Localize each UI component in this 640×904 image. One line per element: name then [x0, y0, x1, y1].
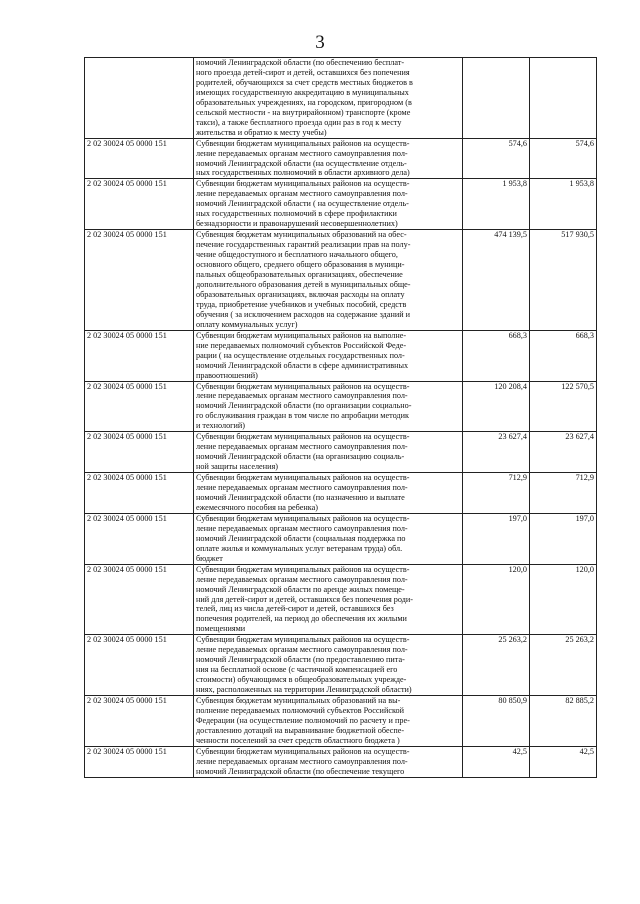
- description-line: Субвенции бюджетам муниципальных районов на осуществ-: [196, 564, 410, 574]
- description-line: номочий Ленинградской области (по назначению и выплате: [196, 492, 405, 502]
- table-row: [85, 432, 597, 473]
- description-line: ний для детей-сирот и детей, оставшихся без попечения роди-: [196, 594, 414, 604]
- amount-first-column: 120 208,4: [463, 381, 530, 432]
- budget-table-body: [85, 58, 597, 778]
- description-line: труда, приобретение учебников и учебных пособий, средств: [196, 299, 407, 309]
- budget-classification-code: 2 02 30024 05 0000 151: [85, 635, 194, 696]
- amount-second-column: 517 930,5: [530, 230, 597, 331]
- description-line: попечения родителей, на период до обеспечения их жилыми: [196, 614, 407, 624]
- amount-second-column: 197,0: [530, 513, 597, 564]
- amount-second-column: 42,5: [530, 746, 597, 777]
- budget-classification-code: 2 02 30024 05 0000 151: [85, 513, 194, 564]
- description-line: ных государственных полномочий в области архивного дела): [196, 168, 410, 178]
- revenue-description: [194, 58, 463, 139]
- page-number: 3: [315, 32, 325, 53]
- description-line: ния на бесплатной основе (с частичной компенсацией его: [196, 665, 398, 675]
- description-line: сельской местности - на внутрирайонном) транспорте (кроме: [196, 107, 411, 117]
- amount-first-column: 474 139,5: [463, 230, 530, 331]
- description-line: ление передаваемых органам местного самоуправления пол-: [196, 574, 408, 584]
- description-line: правоотношений): [196, 370, 258, 380]
- description-line: печение государственных гарантий реализации прав на полу-: [196, 240, 411, 250]
- description-line: номочий Ленинградской области ( на осуществление отдель-: [196, 199, 409, 209]
- amount-first-column: 1 953,8: [463, 179, 530, 230]
- amount-first-column: 25 263,2: [463, 635, 530, 696]
- description-line: бюджет: [196, 553, 223, 563]
- description-line: основного общего, среднего общего образования в муници-: [196, 260, 405, 270]
- description-line: ление передаваемых органам местного самоуправления пол-: [196, 756, 408, 766]
- amount-second-column: 574,6: [530, 138, 597, 179]
- description-line: ление передаваемых органам местного самоуправления пол-: [196, 189, 408, 199]
- revenue-description: [194, 746, 463, 777]
- amount-first-column: 574,6: [463, 138, 530, 179]
- table-row: [85, 381, 597, 432]
- amount-second-column: 668,3: [530, 330, 597, 381]
- description-line: имеющих государственную аккредитацию в муниципальных: [196, 87, 409, 97]
- description-line: номочий Ленинградской области (на организацию социаль-: [196, 452, 405, 462]
- description-line: Субвенции бюджетам муниципальных районов на осуществ-: [196, 138, 410, 148]
- budget-classification-code: 2 02 30024 05 0000 151: [85, 432, 194, 473]
- table-row: [85, 473, 597, 514]
- amount-first-column: 120,0: [463, 564, 530, 635]
- table-row: [85, 330, 597, 381]
- budget-classification-code: [85, 58, 194, 139]
- budget-table: [84, 57, 597, 778]
- revenue-description: [194, 432, 463, 473]
- amount-second-column: [530, 58, 597, 139]
- table-row: [85, 513, 597, 564]
- description-line: ных государственных полномочий в сфере профилактики: [196, 209, 397, 219]
- description-line: номочий Ленинградской области (по предоставлению пита-: [196, 655, 405, 665]
- revenue-description: [194, 330, 463, 381]
- revenue-description: [194, 635, 463, 696]
- budget-classification-code: 2 02 30024 05 0000 151: [85, 473, 194, 514]
- description-line: доставлению дотаций на выравнивание бюджетной обеспе-: [196, 725, 405, 735]
- description-line: ление передаваемых органам местного самоуправления пол-: [196, 148, 408, 158]
- description-line: помещениями: [196, 624, 246, 634]
- description-line: дополнительного образования детей в муниципальных обще-: [196, 279, 411, 289]
- description-line: ежемесячного пособия на ребенка): [196, 502, 318, 512]
- description-line: образовательных организациях, включая расходы на оплату: [196, 289, 405, 299]
- amount-first-column: 712,9: [463, 473, 530, 514]
- description-line: Субвенции бюджетам муниципальных районов на осуществ-: [196, 635, 410, 645]
- description-line: номочий Ленинградской области (по организации социально-: [196, 401, 412, 411]
- description-line: номочий Ленинградской области (на осуществление отдель-: [196, 158, 407, 168]
- amount-second-column: 82 885,2: [530, 696, 597, 747]
- description-line: Субвенции бюджетам муниципальных районов на осуществ-: [196, 381, 410, 391]
- description-line: рации ( на осуществление отдельных государственных пол-: [196, 350, 405, 360]
- budget-classification-code: 2 02 30024 05 0000 151: [85, 696, 194, 747]
- budget-classification-code: 2 02 30024 05 0000 151: [85, 330, 194, 381]
- revenue-description: [194, 230, 463, 331]
- description-line: Субвенции бюджетам муниципальных районов на осуществ-: [196, 513, 410, 523]
- budget-classification-code: 2 02 30024 05 0000 151: [85, 138, 194, 179]
- description-line: ние передаваемых полномочий субъектов Российской Феде-: [196, 340, 407, 350]
- revenue-description: [194, 473, 463, 514]
- description-line: Федерации (на осуществление полномочий по расчету и пре-: [196, 715, 410, 725]
- table-row: [85, 635, 597, 696]
- description-line: номочий Ленинградской области (по обеспечению бесплат-: [196, 58, 405, 67]
- table-row: [85, 138, 597, 179]
- description-line: телей, лиц из числа детей-сирот и детей, оставшихся без: [196, 604, 394, 614]
- revenue-description: [194, 138, 463, 179]
- revenue-description: [194, 696, 463, 747]
- budget-classification-code: 2 02 30024 05 0000 151: [85, 564, 194, 635]
- description-line: Субвенции бюджетам муниципальных районов на осуществ-: [196, 179, 410, 189]
- budget-classification-code: 2 02 30024 05 0000 151: [85, 746, 194, 777]
- description-line: номочий Ленинградской области (по обеспечение текущего: [196, 766, 405, 776]
- description-line: ление передаваемых органам местного самоуправления пол-: [196, 483, 408, 493]
- description-line: Субвенции бюджетам муниципальных районов на осуществ-: [196, 473, 410, 483]
- table-row: [85, 230, 597, 331]
- amount-second-column: 122 570,5: [530, 381, 597, 432]
- amount-second-column: 25 263,2: [530, 635, 597, 696]
- description-line: ной защиты населения): [196, 462, 278, 472]
- description-line: ченности поселений за счет средств областного бюджета ): [196, 735, 400, 745]
- amount-second-column: 120,0: [530, 564, 597, 635]
- amount-first-column: 80 850,9: [463, 696, 530, 747]
- description-line: номочий Ленинградской области в сфере административных: [196, 360, 409, 370]
- description-line: го обслуживания граждан в том числе по апробации методик: [196, 411, 409, 421]
- amount-first-column: 42,5: [463, 746, 530, 777]
- description-line: номочий Ленинградской области (социальная поддержка по: [196, 533, 406, 543]
- amount-first-column: 197,0: [463, 513, 530, 564]
- description-line: Субвенция бюджетам муниципальных образований на обес-: [196, 230, 407, 240]
- description-line: Субвенции бюджетам муниципальных районов на осуществ-: [196, 746, 410, 756]
- amount-second-column: 1 953,8: [530, 179, 597, 230]
- budget-classification-code: 2 02 30024 05 0000 151: [85, 381, 194, 432]
- description-line: ного проезда детей-сирот и детей, оставшихся без попечения: [196, 67, 410, 77]
- amount-first-column: [463, 58, 530, 139]
- description-line: номочий Ленинградской области по аренде жилых помеще-: [196, 584, 405, 594]
- description-line: стоимости) обучающимся в общеобразовательных учрежде-: [196, 675, 407, 685]
- description-line: Субвенция бюджетам муниципальных образований на вы-: [196, 696, 401, 706]
- amount-first-column: 23 627,4: [463, 432, 530, 473]
- revenue-description: [194, 179, 463, 230]
- amount-second-column: 712,9: [530, 473, 597, 514]
- budget-classification-code: 2 02 30024 05 0000 151: [85, 230, 194, 331]
- revenue-description: [194, 513, 463, 564]
- description-line: такси), а также бесплатного проезда один раз в год к месту: [196, 117, 402, 127]
- amount-first-column: 668,3: [463, 330, 530, 381]
- table-row: [85, 564, 597, 635]
- description-line: чение общедоступного и бесплатного начального общего,: [196, 250, 398, 260]
- revenue-description: [194, 381, 463, 432]
- table-row: [85, 696, 597, 747]
- description-line: оплату коммунальных услуг): [196, 319, 298, 329]
- description-line: ление передаваемых органам местного самоуправления пол-: [196, 442, 408, 452]
- table-row: [85, 58, 597, 139]
- revenue-description: [194, 564, 463, 635]
- amount-second-column: 23 627,4: [530, 432, 597, 473]
- table-row: [85, 179, 597, 230]
- description-line: ление передаваемых органам местного самоуправления пол-: [196, 523, 408, 533]
- description-line: обучения ( за исключением расходов на содержание зданий и: [196, 309, 411, 319]
- description-line: родителей, обучающихся за счет средств местных бюджетов в: [196, 77, 413, 87]
- description-line: Субвенции бюджетам муниципальных районов на осуществ-: [196, 432, 410, 442]
- table-row: [85, 746, 597, 777]
- description-line: ление передаваемых органам местного самоуправления пол-: [196, 391, 408, 401]
- description-line: жительства и обратно к месту учебы): [196, 127, 327, 137]
- description-line: пальных общеобразовательных организациях, обеспечение: [196, 270, 403, 280]
- description-line: оплате жилья и коммунальных услуг ветеранам труда) обл.: [196, 543, 403, 553]
- description-line: Субвенции бюджетам муниципальных районов на выполне-: [196, 330, 407, 340]
- description-line: ниях, расположенных на территории Ленинградской области): [196, 685, 412, 695]
- description-line: безнадзорности и правонарушений несовершеннолетних): [196, 219, 398, 229]
- description-line: полнение передаваемых полномочий субъектов Российской: [196, 706, 404, 715]
- description-line: ление передаваемых органам местного самоуправления пол-: [196, 645, 408, 655]
- description-line: образовательных учреждениях, на городском, пригородном (в: [196, 97, 412, 107]
- budget-classification-code: 2 02 30024 05 0000 151: [85, 179, 194, 230]
- description-line: и технологий): [196, 421, 246, 431]
